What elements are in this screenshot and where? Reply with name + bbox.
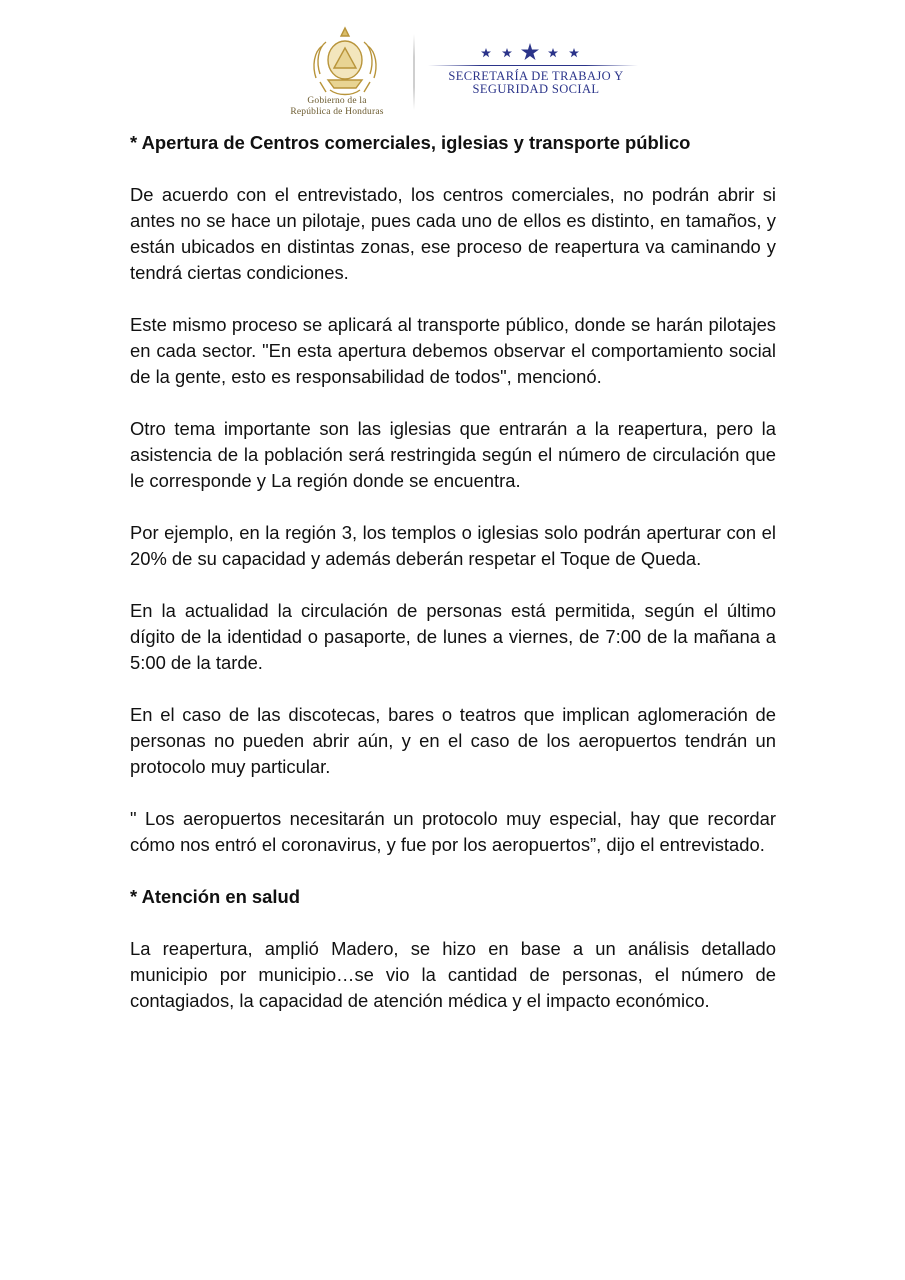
secretariat-rule [428,65,638,66]
star-icon [569,48,579,57]
secretariat-line-1: SECRETARÍA DE TRABAJO Y [448,69,624,83]
paragraph: Este mismo proceso se aplicará al transporte público, donde se harán pilotajes en cada sector. "En esta apertura debemos observar el comportamiento social de la gente, esto es responsabilidad de todos", mencionó. [130,314,776,387]
star-icon [548,48,558,57]
government-line-1: Gobierno de la [307,96,367,106]
star-icon [502,48,512,57]
paragraph: En la actualidad la circulación de personas está permitida, según el último dígito de la identidad o pasaporte, de lunes a viernes, de 7:00 de la mañana a 5:00 de la tarde. [130,600,776,673]
letterhead [0,0,905,125]
star-icon [521,43,539,60]
document-body [130,130,776,1040]
paragraph: Otro tema importante son las iglesias que entrarán a la reapertura, pero la asistencia de la población será restringida según el número de circulación que le corresponde y La región donde se encuentra. [130,418,776,491]
section-heading: * Apertura de Centros comerciales, iglesias y transporte público [130,132,691,153]
paragraph: Por ejemplo, en la región 3, los templos o iglesias solo podrán aperturar con el 20% de su capacidad y además deberán respetar el Toque de Queda. [130,522,776,569]
government-name [262,96,412,118]
header-divider [413,34,415,110]
star-icon [481,48,491,57]
paragraph: " Los aeropuertos necesitarán un protocolo muy especial, hay que recordar cómo nos entró el coronavirus, y fue por los aeropuertos”, dijo el entrevistado. [130,808,776,855]
stars-row [478,40,583,64]
paragraph: De acuerdo con el entrevistado, los centros comerciales, no podrán abrir si antes no se hace un pilotaje, pues cada uno de ellos es distinto, en tamaños, y están ubicados en distintas zonas, ese proceso de reapertura va caminando y tendrá ciertas condiciones. [130,184,776,283]
paragraph: En el caso de las discotecas, bares o teatros que implican aglomeración de personas no pueden abrir aún, y en el caso de los aeropuertos tendrán un protocolo muy particular. [130,704,776,777]
section-heading: * Atención en salud [130,886,300,907]
secretariat-line-2: SEGURIDAD SOCIAL [472,82,600,96]
honduras-coat-of-arms-icon [300,22,390,100]
government-line-2: República de Honduras [290,107,384,117]
secretariat-name [436,70,636,96]
paragraph: La reapertura, amplió Madero, se hizo en base a un análisis detallado municipio por municipio…se vio la cantidad de personas, el número de contagiados, la capacidad de atención médica y el impacto económico. [130,938,776,1011]
